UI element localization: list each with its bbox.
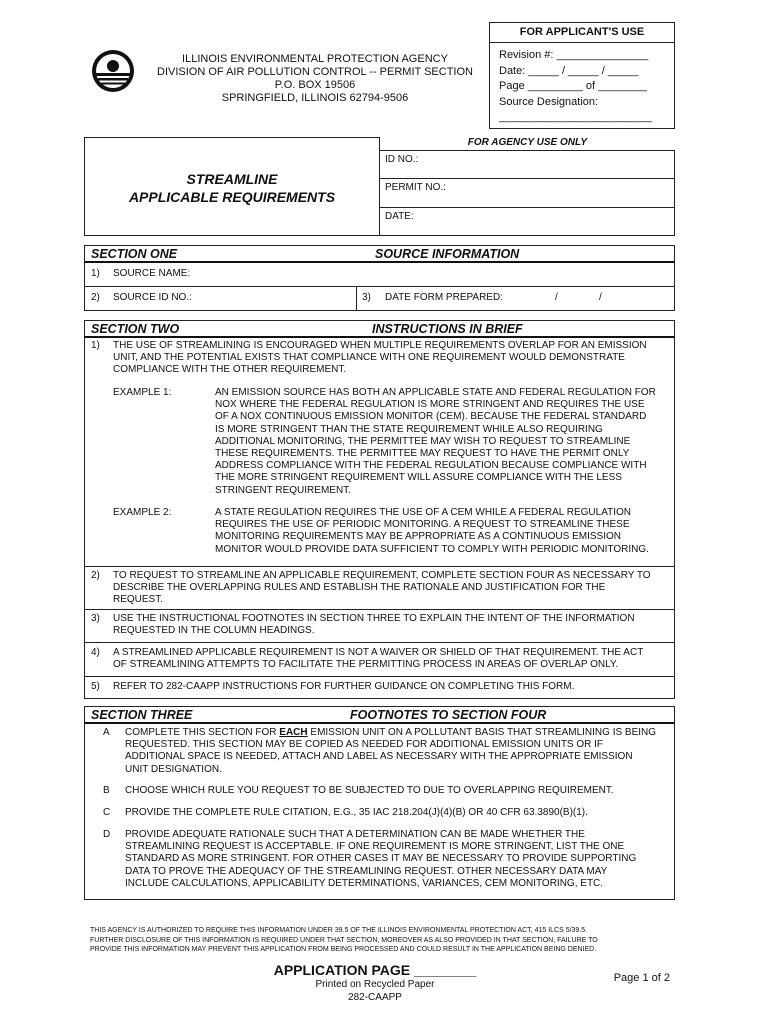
text-line: AN EMISSION SOURCE HAS BOTH AN APPLICABLE STATE AND FEDERAL REGULATION FOR [215, 387, 656, 398]
source-name-label: SOURCE NAME: [113, 268, 191, 279]
application-page-label: APPLICATION PAGE ________ [273, 962, 477, 978]
text-line: A STATE REGULATION REQUIRES THE USE OF A CEM WHILE A FEDERAL REGULATION [215, 507, 632, 518]
agency-use-title: FOR AGENCY USE ONLY [467, 137, 587, 148]
text-line: REQUESTED. THIS SECTION MAY BE COPIED AS NEEDED FOR ADDITIONAL EMISSION UNITS OR IF [125, 739, 604, 751]
instruction-text [113, 681, 668, 693]
agency-date-label: DATE: [385, 211, 414, 222]
text-line: FURTHER DISCLOSURE OF THIS INFORMATION IS REQUIRED UNDER THAT SECTION, MOREOVER AS ALSO PROVIDED IN THAT SECTION, FAILURE TO [90, 936, 598, 944]
example-2-text [215, 507, 668, 556]
text-part: COMPLETE THIS SECTION FOR [125, 727, 280, 738]
section-one-title: SECTION ONE [91, 247, 178, 261]
page-field[interactable]: Page _________ of ________ [499, 80, 648, 92]
text-line: THIS AGENCY IS AUTHORIZED TO REQUIRE THIS INFORMATION UNDER 39.5 OF THE ILLINOIS ENVIRONMENTAL PROTECTION ACT, 415 ILCS 5/39.5. [90, 927, 588, 934]
instruction-num: 4) [91, 647, 100, 658]
text-line: PROVIDE THIS INFORMATION MAY PREVENT THIS APPLICATION FROM BEING PROCESSED AND COULD RESULT IN THE APPLICATION BEING DENIED. [90, 946, 597, 954]
source-id-label: SOURCE ID NO.: [113, 292, 192, 303]
permit-no-label: PERMIT NO.: [385, 182, 446, 193]
text-line: MONITORING REQUIREMENTS MAY BE APPROPRIATE AS A CONTINUOUS EMISSION [215, 531, 621, 543]
text-line: ADDITIONAL MONITORING, THE PERMITTEE MAY WISH TO REQUEST TO STREAMLINE [215, 435, 631, 447]
text-line: PROVIDE ADEQUATE RATIONALE SUCH THAT A DETERMINATION CAN BE MADE WHETHER THE [125, 829, 585, 840]
section-three-header [84, 706, 675, 724]
text-part: EMISSION UNIT ON A POLLUTANT BASIS THAT STREAMLINING IS BEING [307, 727, 657, 738]
source-designation-label: Source Designation: [499, 95, 599, 108]
instruction-num: 2) [91, 570, 100, 581]
source-name-num: 1) [91, 268, 100, 279]
text-line [125, 727, 668, 739]
text-line: DESCRIBE THE OVERLAPPING RULES AND ESTABLISH THE RATIONALE AND JUSTIFICATION FOR THE [113, 582, 606, 594]
text-line: OF STREAMLINING ATTEMPTS TO FACILITATE THE PERMITTING PROCESS IN AREAS OF OVERLAP ONLY. [113, 659, 619, 671]
date-prepared-label: DATE FORM PREPARED: [385, 292, 503, 303]
text-line: INCLUDE CALCULATIONS, APPLICABILITY DETERMINATIONS, VARIANCES, CEM MONITORING, ETC. [125, 877, 604, 889]
text-line: COMPLIANCE WITH THE OTHER REQUIREMENT. [113, 364, 347, 376]
instruction-item-5 [84, 677, 675, 699]
instruction-text [113, 570, 668, 607]
agency-logo [90, 48, 136, 94]
date-field[interactable]: Date: _____ / _____ / _____ [499, 64, 639, 77]
text-line: REQUESTED IN THE COLUMN HEADINGS. [113, 625, 315, 637]
agency-division: DIVISION OF AIR POLLUTION CONTROL -- PERMIT SECTION [157, 66, 473, 78]
instruction-item-3 [84, 610, 675, 643]
agency-name: ILLINOIS ENVIRONMENTAL PROTECTION AGENCY [182, 53, 448, 65]
footnote-d-text [125, 829, 668, 890]
legal-disclaimer [90, 926, 672, 955]
text-line: ADDRESS COMPLIANCE WITH THE FEDERAL REGULATION BECAUSE COMPLIANCE WITH [215, 460, 647, 472]
text-line: TO REQUEST TO STREAMLINE AN APPLICABLE REQUIREMENT, COMPLETE SECTION FOUR AS NECESSARY TO [113, 570, 651, 581]
agency-address [140, 53, 490, 105]
example-1-label: EXAMPLE 1: [113, 387, 172, 398]
id-no-label: ID NO.: [385, 154, 419, 165]
instruction-item-1 [84, 338, 675, 567]
text-line: STANDARD AS MORE STRINGENT. FOR OTHER CASES IT MAY BE NECESSARY TO PROVIDE SUPPORTING [125, 853, 637, 865]
instruction-num: 1) [91, 340, 100, 351]
text-line: DATA TO PROVE THE ADEQUACY OF THE STREAMLINING REQUEST. OTHER NECESSARY DATA MAY [125, 865, 608, 877]
form-title-box [84, 137, 380, 236]
footnote-c-letter: C [103, 807, 111, 818]
text-line: UNIT DESIGNATION. [125, 763, 222, 775]
text-line: OF A NOX CONTINUOUS EMISSION MONITOR (CEM). BECAUSE THE FEDERAL STANDARD [215, 411, 647, 423]
agency-city: SPRINGFIELD, ILLINOIS 62794-9506 [221, 92, 409, 104]
date-prepared-slash-1: / [555, 292, 558, 303]
text-line: IS MORE STRINGENT THAN THE STATE REQUIREMENT WHILE ALSO REQUIRING [215, 423, 603, 435]
applicant-use-box [489, 22, 675, 129]
emphasis-each: EACH [279, 727, 308, 738]
agency-use-box [379, 137, 675, 236]
instruction-text [113, 613, 668, 637]
text-line: THE USE OF STREAMLINING IS ENCOURAGED WHEN MULTIPLE REQUIREMENTS OVERLAP FOR AN EMISSION [113, 340, 647, 351]
text-line: STREAMLINING REQUEST IS ACCEPTABLE. IF ONE REQUIREMENT IS MORE STRINGENT, LIST THE ONE [125, 841, 625, 853]
footnotes-body [84, 724, 675, 900]
source-designation-field[interactable]: _________________________ [499, 111, 652, 123]
form-title-line1: STREAMLINE [186, 171, 278, 187]
text-line: NOX WHERE THE FEDERAL REGULATION IS MORE STRINGENT AND REQUIRES THE USE [215, 399, 645, 411]
page-count: Page 1 of 2 [613, 972, 670, 984]
section-one-subtitle: SOURCE INFORMATION [375, 247, 520, 261]
text-line: STRINGENT REQUIREMENT. [215, 484, 351, 496]
footnote-b-text: CHOOSE WHICH RULE YOU REQUEST TO BE SUBJECTED TO DUE TO OVERLAPPING REQUIREMENT. [125, 785, 614, 796]
applicant-use-title: FOR APPLICANT'S USE [519, 26, 645, 38]
permit-no-field[interactable] [380, 179, 674, 208]
footnote-d-letter: D [103, 829, 111, 840]
instruction-item-4 [84, 643, 675, 677]
text-line: REQUIRES THE USE OF PERIODIC MONITORING. A REQUEST TO STREAMLINE THESE [215, 519, 630, 531]
section-two-subtitle: INSTRUCTIONS IN BRIEF [372, 322, 523, 336]
example-2-label: EXAMPLE 2: [113, 507, 172, 518]
source-id-field[interactable] [85, 287, 357, 310]
text-line: ADDITIONAL SPACE IS NEEDED, ATTACH AND LABEL AS NECESSARY WITH THE APPROPRIATE EMISSION [125, 751, 633, 763]
section-two-header [84, 320, 675, 338]
illinois-epa-logo-icon [90, 48, 136, 94]
footnote-b-letter: B [103, 785, 110, 796]
text-line: MONITOR WOULD PROVIDE DATA SUFFICIENT TO COMPLY WITH PERIODIC MONITORING. [215, 543, 649, 555]
id-no-field[interactable] [380, 151, 674, 179]
text-line: USE THE INSTRUCTIONAL FOOTNOTES IN SECTION THREE TO EXPLAIN THE INTENT OF THE INFORMATION [113, 613, 635, 624]
date-prepared-num: 3) [362, 292, 371, 303]
text-line: REFER TO 282-CAAPP INSTRUCTIONS FOR FURTHER GUIDANCE ON COMPLETING THIS FORM. [113, 681, 575, 692]
text-line: THE MORE STRINGENT REQUIREMENT WILL ASSURE COMPLIANCE WITH THE LESS [215, 472, 622, 484]
section-two-title: SECTION TWO [91, 322, 180, 336]
revision-field[interactable]: Revision #: _______________ [499, 49, 649, 61]
agency-date-field[interactable] [380, 208, 674, 236]
instruction-text [113, 340, 668, 377]
date-prepared-field[interactable] [357, 287, 674, 310]
section-three-title: SECTION THREE [91, 708, 193, 722]
footnote-a-letter: A [103, 727, 110, 738]
text-line: THESE REQUIREMENTS. THE PERMITTEE MAY REQUEST TO HAVE THE PERMIT ONLY [215, 448, 630, 460]
footnote-c-text: PROVIDE THE COMPLETE RULE CITATION, E.G., 35 IAC 218.204(J)(4)(B) OR 40 CFR 63.3890(B)(1). [125, 807, 588, 818]
text-line: REQUEST. [113, 594, 164, 606]
section-three-subtitle: FOOTNOTES TO SECTION FOUR [350, 708, 547, 722]
form-number: 282-CAAPP [348, 992, 402, 1003]
form-title-line2: APPLICABLE REQUIREMENTS [128, 189, 336, 205]
section-one-header [84, 245, 675, 263]
instruction-text [113, 647, 668, 671]
footnote-a-text [125, 727, 668, 776]
text-line: A STREAMLINED APPLICABLE REQUIREMENT IS NOT A WAIVER OR SHIELD OF THAT REQUIREMENT. THE ACT [113, 647, 644, 658]
date-prepared-slash-2: / [599, 292, 602, 303]
text-line: UNIT, AND THE POTENTIAL EXISTS THAT COMPLIANCE WITH ONE REQUIREMENT WOULD DEMONSTRATE [113, 352, 625, 364]
agency-po-box: P.O. BOX 19506 [274, 79, 356, 91]
instruction-item-2 [84, 567, 675, 610]
instruction-num: 5) [91, 681, 100, 692]
source-id-num: 2) [91, 292, 100, 303]
instruction-num: 3) [91, 613, 100, 624]
example-1-text [215, 387, 668, 497]
source-name-row[interactable] [84, 263, 675, 287]
recycled-note: Printed on Recycled Paper [315, 979, 435, 990]
source-id-row [84, 287, 675, 311]
